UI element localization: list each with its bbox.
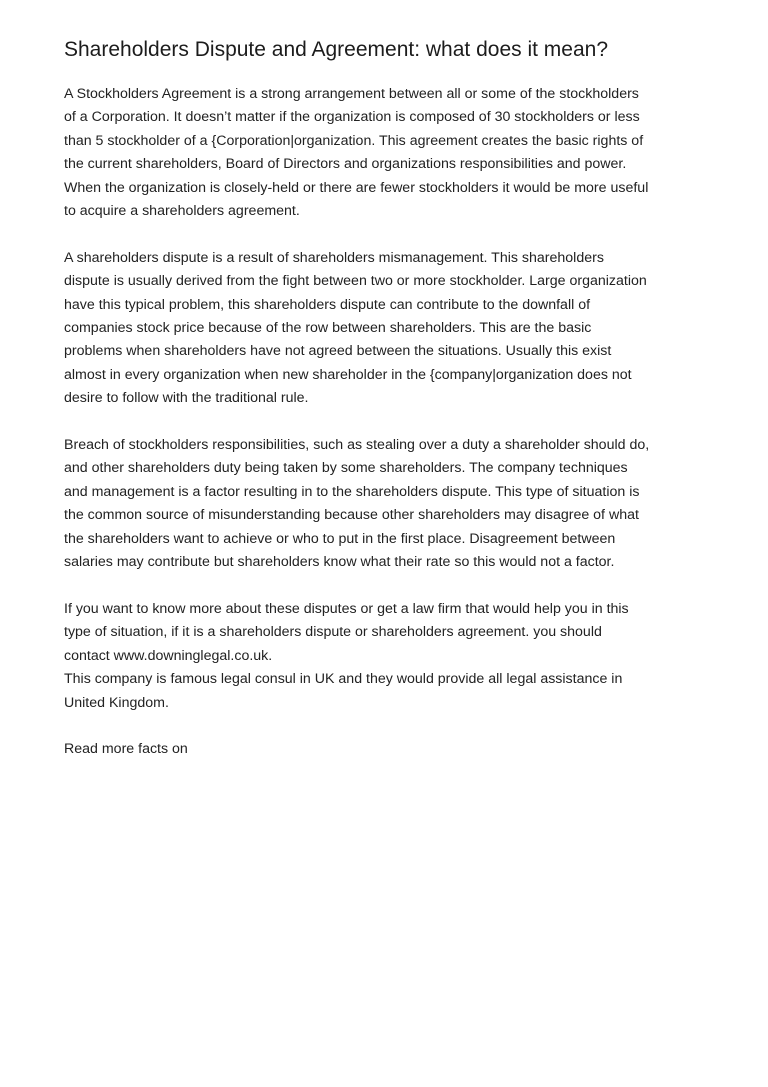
text-line: contact www.downinglegal.co.uk. (64, 647, 273, 664)
text-line: problems when shareholders have not agreed between the situations. Usually this exist (64, 343, 612, 360)
text-line: almost in every organization when new shareholder in the {company|organization does not (64, 366, 632, 383)
text-line: the current shareholders, Board of Directors and organizations responsibilities and power. (64, 156, 627, 173)
paragraph-shareholders-dispute (64, 247, 714, 411)
text-line: have this typical problem, this shareholders dispute can contribute to the downfall of (64, 296, 591, 313)
text-line: the common source of misunderstanding because other shareholders may disagree of what (64, 507, 639, 524)
text-line: to acquire a shareholders agreement. (64, 203, 300, 220)
text-line: and other shareholders duty being taken by some shareholders. The company techniques (64, 460, 628, 477)
text-line: Breach of stockholders responsibilities, such as stealing over a duty a shareholder should do, (64, 437, 650, 454)
text-line: Read more facts on (64, 741, 188, 758)
document-title: Shareholders Dispute and Agreement: what does it mean? (64, 38, 609, 61)
text-line: A Stockholders Agreement is a strong arrangement between all or some of the stockholders (64, 86, 639, 102)
text-line: salaries may contribute but shareholders know what their rate so this would not a factor. (64, 554, 615, 571)
paragraph-contact (64, 598, 714, 668)
text-line: dispute is usually derived from the fight between two or more stockholder. Large organization (64, 273, 647, 290)
text-line: When the organization is closely-held or there are fewer stockholders it would be more useful (64, 179, 649, 196)
text-line: United Kingdom. (64, 694, 169, 711)
text-line: companies stock price because of the row between shareholders. This are the basic (64, 320, 592, 337)
paragraph-shareholders-agreement (64, 83, 714, 223)
text-line: If you want to know more about these disputes or get a law firm that would help you in this (64, 600, 629, 617)
text-line: This company is famous legal consul in UK and they would provide all legal assistance in (64, 671, 623, 688)
text-line: desire to follow with the traditional rule. (64, 390, 309, 407)
text-line: than 5 stockholder of a {Corporation|organization. This agreement creates the basic rights of (64, 132, 644, 149)
paragraph-breach-of-responsibilities (64, 434, 714, 574)
text-line: and management is a factor resulting in to the shareholders dispute. This type of situation is (64, 483, 640, 500)
paragraph-company-info (64, 668, 714, 715)
paragraph-read-more (64, 738, 714, 761)
text-line: type of situation, if it is a shareholders dispute or shareholders agreement. you should (64, 624, 602, 641)
text-line: A shareholders dispute is a result of shareholders mismanagement. This shareholders (64, 249, 604, 266)
text-line: the shareholders want to achieve or who to put in the first place. Disagreement between (64, 530, 616, 547)
document-page (64, 36, 714, 785)
text-line: of a Corporation. It doesn’t matter if the organization is composed of 30 stockholders or less (64, 109, 640, 126)
